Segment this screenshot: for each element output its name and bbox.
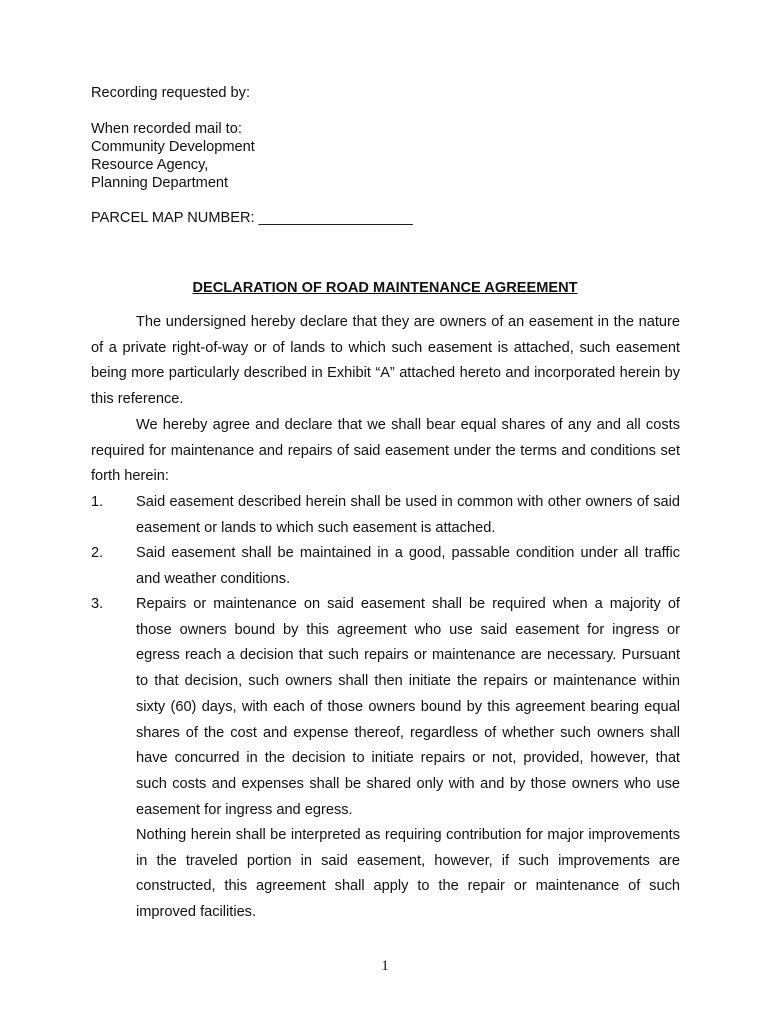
list-item-text: Said easement described herein shall be used in common with other owners of said easement or lands to which such easement is attached. [136, 494, 680, 536]
recording-requested-label: Recording requested by: [91, 85, 251, 101]
list-item-text: Said easement shall be maintained in a good, passable condition under all traffic and weather conditions. [136, 545, 680, 587]
agency-line-1: Community Development [91, 139, 255, 155]
list-item-text: Nothing herein shall be interpreted as requiring contribution for major improvements in the traveled portion in said easement, however, if such improvements are constructed, this agreement shall apply to the repair or maintenance of such improved facilities. [136, 827, 680, 921]
parcel-map-number: PARCEL MAP NUMBER: ___________________ [91, 210, 413, 226]
paragraph-agreement: We hereby agree and declare that we shall bear equal shares of any and all costs required for maintenance and repairs of said easement under the terms and conditions set forth herein: [91, 417, 680, 485]
agency-line-3: Planning Department [91, 175, 229, 191]
list-item-number: 3. [91, 596, 104, 612]
mail-to-label: When recorded mail to: [91, 121, 242, 137]
paragraph-declaration: The undersigned hereby declare that they are owners of an easement in the nature of a private right-of-way or of lands to which such easement is attached, such easement being more particularly described in Exhibit “A” attached hereto and incorporated herein by this reference. [91, 314, 680, 408]
list-item-number: 1. [91, 494, 104, 510]
list-item-text: Repairs or maintenance on said easement shall be required when a majority of those owners bound by this agreement who use said easement for ingress or egress reach a decision that such repairs or maintenance are necessary. Pursuant to that decision, such owners shall then initiate the repairs or maintenance within sixty (60) days, with each of those owners bound by this agreement bearing equal shares of the cost and expense thereof, regardless of whether such owners shall have concurred in the decision to initiate repairs or not, provided, however, that such costs and expenses shall be shared only with and by those owners who use easement for ingress and egress. [136, 596, 680, 818]
list-item-number: 2. [91, 545, 104, 561]
document-title: DECLARATION OF ROAD MAINTENANCE AGREEMENT [192, 280, 578, 296]
agency-line-2: Resource Agency, [91, 157, 209, 173]
page-number: 1 [381, 958, 389, 974]
